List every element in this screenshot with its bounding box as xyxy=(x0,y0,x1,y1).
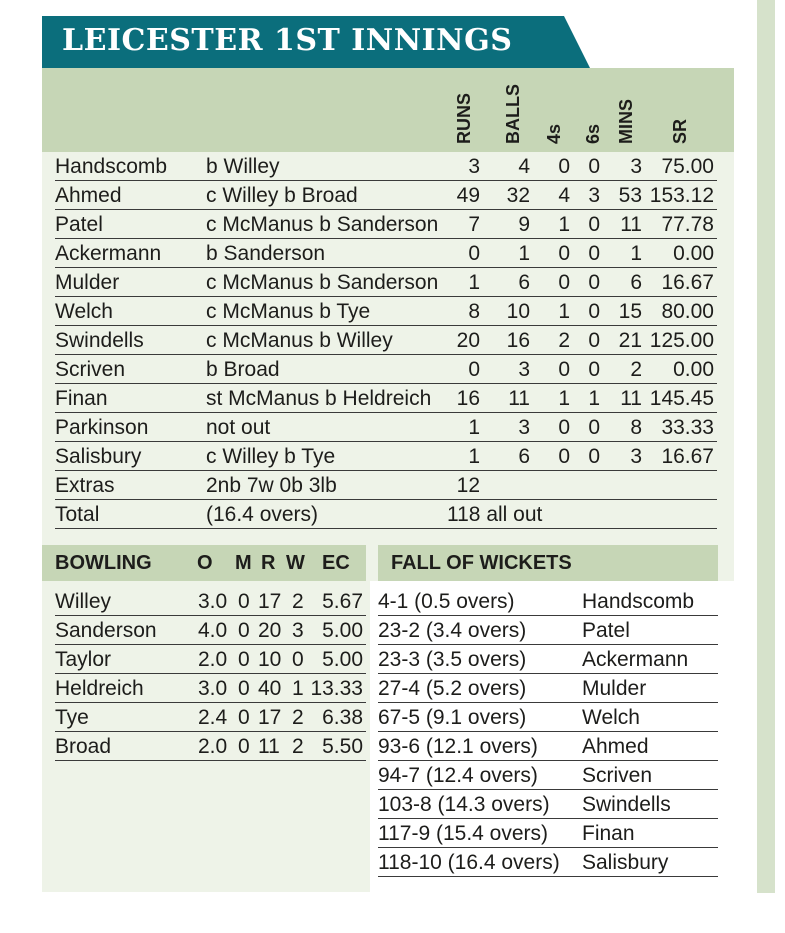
bowling-r: 17 xyxy=(258,706,282,729)
bowling-w: 2 xyxy=(292,735,304,758)
batting-sixes: 0 xyxy=(588,242,600,265)
batting-balls: 6 xyxy=(518,445,530,468)
fow-score: 4-1 (0.5 overs) xyxy=(378,590,515,613)
bowling-row xyxy=(55,703,366,732)
batting-mins: 6 xyxy=(630,271,642,294)
batting-row xyxy=(55,268,717,297)
bowling-ec: 5.00 xyxy=(322,648,363,671)
batting-dismissal: c McManus b Tye xyxy=(206,300,371,323)
bowling-r: 10 xyxy=(258,648,282,671)
batting-runs: 16 xyxy=(456,387,480,410)
batting-fours: 0 xyxy=(558,445,570,468)
batting-row xyxy=(55,384,717,413)
batting-row xyxy=(55,413,717,442)
bowling-header-m: M xyxy=(235,552,252,574)
batting-sixes: 1 xyxy=(588,387,600,410)
bowling-header-w: W xyxy=(286,552,305,574)
batting-dismissal: b Sanderson xyxy=(206,242,326,265)
fall-of-wickets-row xyxy=(378,674,718,703)
bowling-m: 0 xyxy=(238,590,250,613)
fow-score: 117-9 (15.4 overs) xyxy=(378,822,549,845)
extras-label: Extras xyxy=(55,474,115,497)
fow-batter: Mulder xyxy=(582,677,647,700)
batting-row xyxy=(55,355,717,384)
batting-fours: 1 xyxy=(558,213,570,236)
bowling-row xyxy=(55,587,366,616)
batting-dismissal: c Willey b Tye xyxy=(206,445,336,468)
batting-sr: 153.12 xyxy=(649,184,714,207)
batting-dismissal: c McManus b Sanderson xyxy=(206,213,439,236)
bowling-header-r: R xyxy=(261,552,276,574)
batting-fours: 1 xyxy=(558,300,570,323)
fall-of-wickets-row xyxy=(378,703,718,732)
bowling-r: 20 xyxy=(258,619,282,642)
batting-runs: 3 xyxy=(468,155,480,178)
batting-name: Handscomb xyxy=(55,155,168,178)
batting-name: Mulder xyxy=(55,271,120,294)
batting-name: Finan xyxy=(55,387,108,410)
batting-fours: 2 xyxy=(558,329,570,352)
extras-row xyxy=(55,471,717,500)
batting-fours: 0 xyxy=(558,271,570,294)
bowling-o: 2.4 xyxy=(198,706,228,729)
batting-header-band xyxy=(42,68,734,152)
batting-sixes: 0 xyxy=(588,271,600,294)
fall-of-wickets-header xyxy=(378,545,718,581)
bowling-row xyxy=(55,616,366,645)
batting-row xyxy=(55,326,717,355)
fow-batter: Scriven xyxy=(582,764,653,787)
extras-detail: 2nb 7w 0b 3lb xyxy=(206,474,337,497)
bowling-name: Broad xyxy=(55,735,112,758)
bowling-r: 17 xyxy=(258,590,282,613)
fow-batter: Ackermann xyxy=(582,648,689,671)
batting-balls: 3 xyxy=(518,416,530,439)
fow-score: 94-7 (12.4 overs) xyxy=(378,764,538,787)
batting-sr: 145.45 xyxy=(649,387,714,410)
bowling-title: BOWLING xyxy=(55,552,152,574)
fall-of-wickets-row xyxy=(378,819,718,848)
total-value: 118 all out xyxy=(447,503,543,526)
batting-mins: 3 xyxy=(630,445,642,468)
bowling-name: Willey xyxy=(55,590,111,613)
batting-runs: 8 xyxy=(468,300,480,323)
batting-sixes: 0 xyxy=(588,213,600,236)
fow-batter: Swindells xyxy=(582,793,671,816)
batting-dismissal: b Willey xyxy=(206,155,280,178)
batting-fours: 0 xyxy=(558,358,570,381)
bowling-m: 0 xyxy=(238,648,250,671)
batting-balls: 6 xyxy=(518,271,530,294)
batting-dismissal: st McManus b Heldreich xyxy=(206,387,432,410)
header-sr: SR xyxy=(670,118,690,144)
batting-dismissal: c McManus b Willey xyxy=(206,329,393,352)
batting-name: Welch xyxy=(55,300,113,323)
bowling-w: 1 xyxy=(292,677,304,700)
fall-of-wickets-row xyxy=(378,645,718,674)
bowling-ec: 13.33 xyxy=(310,677,363,700)
bowling-header xyxy=(42,545,366,581)
batting-mins: 53 xyxy=(618,184,642,207)
batting-sixes: 0 xyxy=(588,416,600,439)
batting-sixes: 0 xyxy=(588,155,600,178)
batting-sr: 16.67 xyxy=(661,271,714,294)
batting-sr: 125.00 xyxy=(649,329,714,352)
fow-batter: Welch xyxy=(582,706,640,729)
bowling-o: 4.0 xyxy=(198,619,228,642)
batting-runs: 49 xyxy=(456,184,480,207)
batting-sixes: 0 xyxy=(588,329,600,352)
batting-balls: 16 xyxy=(506,329,530,352)
bowling-name: Heldreich xyxy=(55,677,144,700)
fall-of-wickets-row xyxy=(378,761,718,790)
fow-score: 23-3 (3.5 overs) xyxy=(378,648,527,671)
batting-name: Ahmed xyxy=(55,184,122,207)
batting-balls: 11 xyxy=(508,387,530,410)
bowling-o: 3.0 xyxy=(198,677,228,700)
total-label: Total xyxy=(55,503,100,526)
page-title: LEICESTER 1ST INNINGS xyxy=(62,23,513,58)
bowling-m: 0 xyxy=(238,706,250,729)
header-mins: MINS xyxy=(616,99,636,144)
bowling-ec: 5.50 xyxy=(322,735,363,758)
batting-sr: 77.78 xyxy=(661,213,714,236)
bowling-row xyxy=(55,645,366,674)
batting-dismissal: c McManus b Sanderson xyxy=(206,271,439,294)
batting-mins: 1 xyxy=(630,242,642,265)
fow-score: 27-4 (5.2 overs) xyxy=(378,677,527,700)
fall-of-wickets-title: FALL OF WICKETS xyxy=(391,552,572,574)
batting-sixes: 0 xyxy=(588,358,600,381)
batting-sixes: 0 xyxy=(588,445,600,468)
batting-row xyxy=(55,210,717,239)
batting-row xyxy=(55,442,717,471)
batting-name: Swindells xyxy=(55,329,144,352)
total-detail: (16.4 overs) xyxy=(206,503,319,526)
batting-row xyxy=(55,239,717,268)
batting-runs: 0 xyxy=(468,242,480,265)
batting-sr: 80.00 xyxy=(661,300,714,323)
fow-batter: Salisbury xyxy=(582,851,669,874)
batting-fours: 0 xyxy=(558,416,570,439)
bowling-ec: 5.00 xyxy=(322,619,363,642)
fall-of-wickets-row xyxy=(378,732,718,761)
fow-batter: Patel xyxy=(582,619,630,642)
batting-balls: 32 xyxy=(506,184,530,207)
batting-row xyxy=(55,152,717,181)
batting-sixes: 3 xyxy=(588,184,600,207)
bowling-ec: 6.38 xyxy=(322,706,363,729)
extras-value: 12 xyxy=(456,474,480,497)
total-row xyxy=(55,500,717,529)
fall-of-wickets-row xyxy=(378,587,718,616)
batting-fours: 4 xyxy=(558,184,570,207)
bowling-row xyxy=(55,732,366,761)
batting-mins: 8 xyxy=(630,416,642,439)
batting-sr: 33.33 xyxy=(661,416,714,439)
batting-name: Ackermann xyxy=(55,242,162,265)
batting-mins: 11 xyxy=(620,387,642,410)
bowling-m: 0 xyxy=(238,735,250,758)
bowling-o: 2.0 xyxy=(198,648,228,671)
right-edge-strip xyxy=(757,0,775,893)
bowling-w: 0 xyxy=(292,648,304,671)
bowling-header-ec: EC xyxy=(322,552,350,574)
batting-mins: 11 xyxy=(620,213,642,236)
bowling-r: 11 xyxy=(258,735,280,758)
batting-row xyxy=(55,181,717,210)
bowling-ec: 5.67 xyxy=(322,590,363,613)
fow-score: 118-10 (16.4 overs) xyxy=(378,851,560,874)
batting-mins: 15 xyxy=(618,300,642,323)
batting-dismissal: b Broad xyxy=(206,358,280,381)
header-fours: 4s xyxy=(544,123,564,144)
fall-of-wickets-row xyxy=(378,790,718,819)
fow-score: 103-8 (14.3 overs) xyxy=(378,793,550,816)
batting-sr: 75.00 xyxy=(661,155,714,178)
batting-row xyxy=(55,297,717,326)
bowling-w: 2 xyxy=(292,706,304,729)
batting-name: Scriven xyxy=(55,358,126,381)
batting-fours: 0 xyxy=(558,155,570,178)
batting-runs: 20 xyxy=(456,329,480,352)
header-balls: BALLS xyxy=(503,84,523,144)
fow-score: 67-5 (9.1 overs) xyxy=(378,706,527,729)
bowling-name: Tye xyxy=(55,706,89,729)
bowling-r: 40 xyxy=(258,677,282,700)
batting-mins: 21 xyxy=(618,329,642,352)
batting-runs: 1 xyxy=(468,445,480,468)
batting-name: Patel xyxy=(55,213,103,236)
batting-runs: 7 xyxy=(468,213,480,236)
batting-balls: 3 xyxy=(518,358,530,381)
fow-batter: Handscomb xyxy=(582,590,695,613)
bowling-m: 0 xyxy=(238,619,250,642)
batting-fours: 1 xyxy=(558,387,570,410)
batting-dismissal: not out xyxy=(206,416,271,439)
fow-score: 23-2 (3.4 overs) xyxy=(378,619,527,642)
title-banner xyxy=(42,16,590,68)
batting-name: Salisbury xyxy=(55,445,142,468)
batting-sr: 0.00 xyxy=(673,358,714,381)
batting-runs: 1 xyxy=(468,416,480,439)
bowling-o: 3.0 xyxy=(198,590,228,613)
batting-name: Parkinson xyxy=(55,416,149,439)
fow-score: 93-6 (12.1 overs) xyxy=(378,735,538,758)
batting-mins: 2 xyxy=(630,358,642,381)
bowling-name: Sanderson xyxy=(55,619,157,642)
header-runs: RUNS xyxy=(454,92,474,144)
batting-balls: 10 xyxy=(506,300,530,323)
batting-sr: 0.00 xyxy=(673,242,714,265)
batting-runs: 1 xyxy=(468,271,480,294)
batting-mins: 3 xyxy=(630,155,642,178)
batting-balls: 9 xyxy=(518,213,530,236)
bowling-w: 2 xyxy=(292,590,304,613)
batting-balls: 1 xyxy=(518,242,530,265)
bowling-name: Taylor xyxy=(55,648,112,671)
batting-fours: 0 xyxy=(558,242,570,265)
fall-of-wickets-row xyxy=(378,848,718,877)
batting-sixes: 0 xyxy=(588,300,600,323)
bowling-w: 3 xyxy=(292,619,304,642)
header-sixes: 6s xyxy=(583,123,603,144)
batting-balls: 4 xyxy=(518,155,530,178)
batting-dismissal: c Willey b Broad xyxy=(206,184,358,207)
fow-batter: Finan xyxy=(582,822,635,845)
batting-sr: 16.67 xyxy=(661,445,714,468)
bowling-m: 0 xyxy=(238,677,250,700)
bowling-row xyxy=(55,674,366,703)
bowling-o: 2.0 xyxy=(198,735,228,758)
bowling-header-o: O xyxy=(197,552,213,574)
fow-batter: Ahmed xyxy=(582,735,649,758)
fall-of-wickets-row xyxy=(378,616,718,645)
batting-runs: 0 xyxy=(468,358,480,381)
